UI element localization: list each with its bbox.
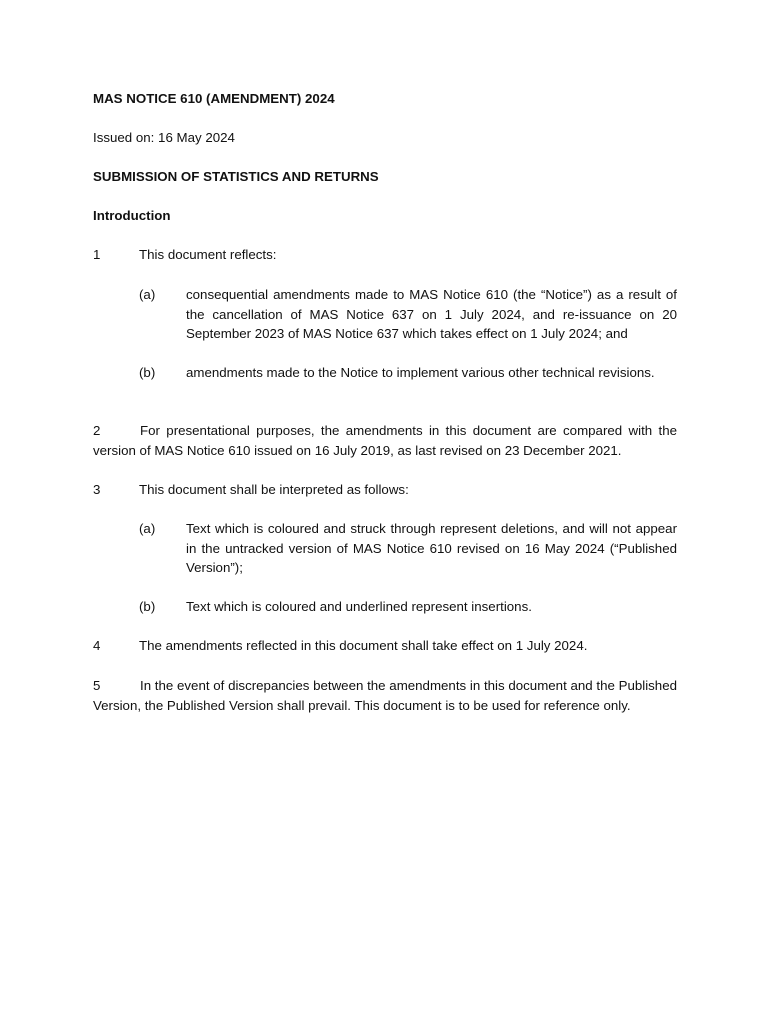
paragraph-5: [93, 676, 677, 715]
paragraph-5-number: 5: [93, 678, 101, 693]
paragraph-1-number: 1: [93, 247, 101, 262]
paragraph-3a-text: Text which is coloured and struck through represent deletions, and will not appear in the untracked version of MAS Notice 610 revised on 16 May 2024 (“Published Version”);: [186, 521, 677, 575]
paragraph-2-text: For presentational purposes, the amendments in this document are compared with the version of MAS Notice 610 issued on 16 July 2019, as last revised on 23 December 2021.: [93, 423, 677, 458]
paragraph-4-number: 4: [93, 638, 101, 653]
paragraph-4-text: The amendments reflected in this document shall take effect on 1 July 2024.: [139, 638, 588, 653]
paragraph-1b-text: amendments made to the Notice to implement various other technical revisions.: [186, 365, 655, 380]
paragraph-5-text: In the event of discrepancies between the amendments in this document and the Published Version, the Published Version shall prevail. This document is to be used for reference only.: [93, 678, 677, 713]
paragraph-1a-label: (a): [139, 287, 156, 302]
subject-heading: SUBMISSION OF STATISTICS AND RETURNS: [93, 169, 379, 184]
paragraph-3b-text: Text which is coloured and underlined represent insertions.: [186, 599, 532, 614]
paragraph-3-text: This document shall be interpreted as follows:: [139, 482, 409, 497]
paragraph-1-text: This document reflects:: [139, 247, 277, 262]
section-heading: Introduction: [93, 208, 171, 223]
paragraph-3a-label: (a): [139, 521, 156, 536]
notice-title: MAS NOTICE 610 (AMENDMENT) 2024: [93, 91, 335, 106]
paragraph-2: [93, 421, 677, 460]
issued-date: Issued on: 16 May 2024: [93, 130, 235, 145]
paragraph-1b-label: (b): [139, 365, 156, 380]
paragraph-1a-text: consequential amendments made to MAS Notice 610 (the “Notice”) as a result of the cancellation of MAS Notice 637 on 1 July 2024, and re-issuance on 20 September 2023 of MAS Notice 637 which takes effect on 1 July 2024; and: [186, 287, 677, 341]
paragraph-3-number: 3: [93, 482, 101, 497]
paragraph-3b-label: (b): [139, 599, 156, 614]
paragraph-2-number: 2: [93, 423, 101, 438]
